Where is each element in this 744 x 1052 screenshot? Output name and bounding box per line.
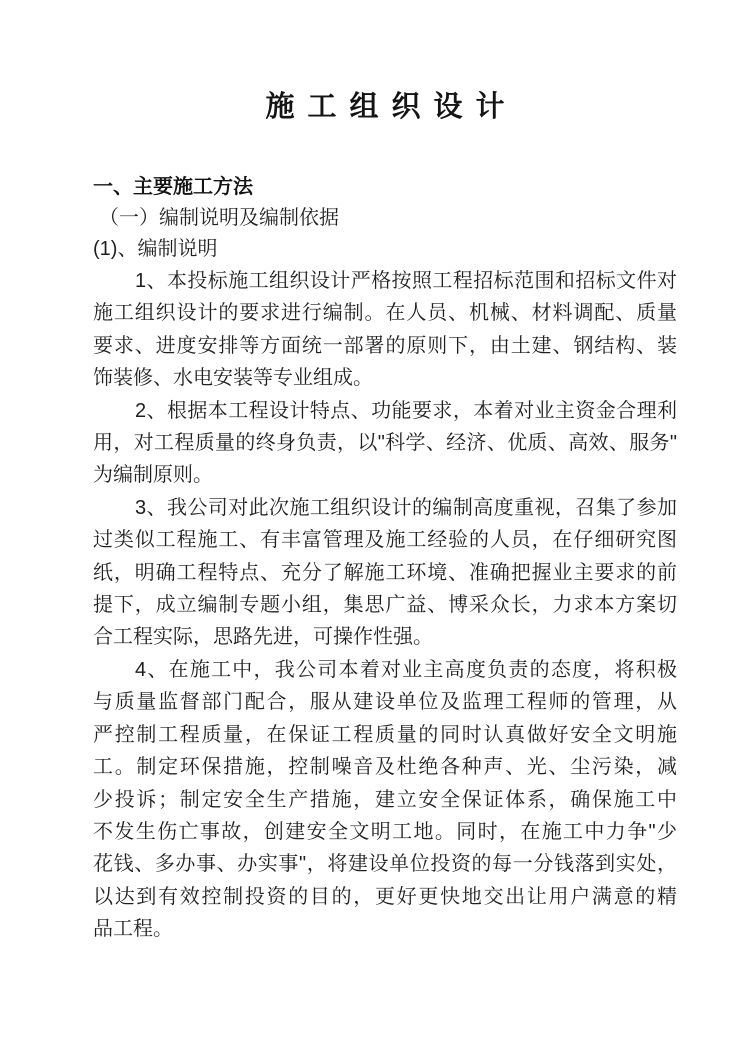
paragraph-line: 饰装修、水电安装等专业组成。 [93, 367, 373, 390]
paragraph-4 [93, 654, 677, 946]
document-content [93, 0, 677, 946]
heading-compilation-basis: （一）编制说明及编制依据 [99, 207, 339, 229]
paragraph-line: 以达到有效控制投资的目的，更好更快地交出让用户满意的精 [93, 885, 677, 908]
paragraph-line: 为编制原则。 [93, 464, 213, 487]
heading-compilation-notes: (1)、编制说明 [93, 238, 218, 260]
paragraph-line: 严控制工程质量，在保证工程质量的同时认真做好安全文明施 [93, 723, 677, 746]
paragraph-line: 要求、进度安排等方面统一部署的原则下，由土建、钢结构、装 [93, 334, 677, 357]
paragraph-line: 纸，明确工程特点、充分了解施工环境、准确把握业主要求的前 [93, 561, 677, 584]
document-title: 施工组织设计 [265, 91, 518, 123]
paragraph-line: 4、在施工中，我公司本着对业主高度负责的态度，将积极 [135, 658, 677, 681]
paragraph-2 [93, 395, 677, 492]
paragraph-1 [93, 265, 677, 395]
paragraph-line: 工。制定环保措施，控制噪音及杜绝各种声、光、尘污染，减 [93, 756, 677, 779]
paragraph-line: 少投诉；制定安全生产措施，建立安全保证体系，确保施工中 [93, 788, 677, 811]
paragraph-line: 品工程。 [93, 918, 173, 941]
paragraph-line: 施工组织设计的要求进行编制。在人员、机械、材料调配、质量 [93, 302, 677, 325]
paragraph-line: 花钱、多办事、办实事"，将建设单位投资的每一分钱落到实处， [93, 853, 677, 876]
paragraph-line: 提下，成立编制专题小组，集思广益、博采众长，力求本方案切 [93, 594, 677, 617]
heading-main-methods: 一、主要施工方法 [93, 176, 253, 198]
paragraph-line: 与质量监督部门配合，服从建设单位及监理工程师的管理，从 [93, 691, 677, 714]
paragraph-line: 2、根据本工程设计特点、功能要求，本着对业主资金合理利 [135, 399, 677, 422]
paragraph-line: 过类似工程施工、有丰富管理及施工经验的人员，在仔细研究图 [93, 529, 677, 552]
paragraph-line: 不发生伤亡事故，创建安全文明工地。同时，在施工中力争"少 [93, 820, 677, 843]
paragraph-3 [93, 492, 677, 654]
paragraph-line: 3、我公司对此次施工组织设计的编制高度重视，召集了参加 [135, 496, 677, 519]
paragraph-line: 合工程实际，思路先进，可操作性强。 [93, 626, 433, 649]
paragraph-line: 用，对工程质量的终身负责，以"科学、经济、优质、高效、服务" [93, 432, 677, 455]
paragraph-line: 1、本投标施工组织设计严格按照工程招标范围和招标文件对 [135, 270, 677, 292]
